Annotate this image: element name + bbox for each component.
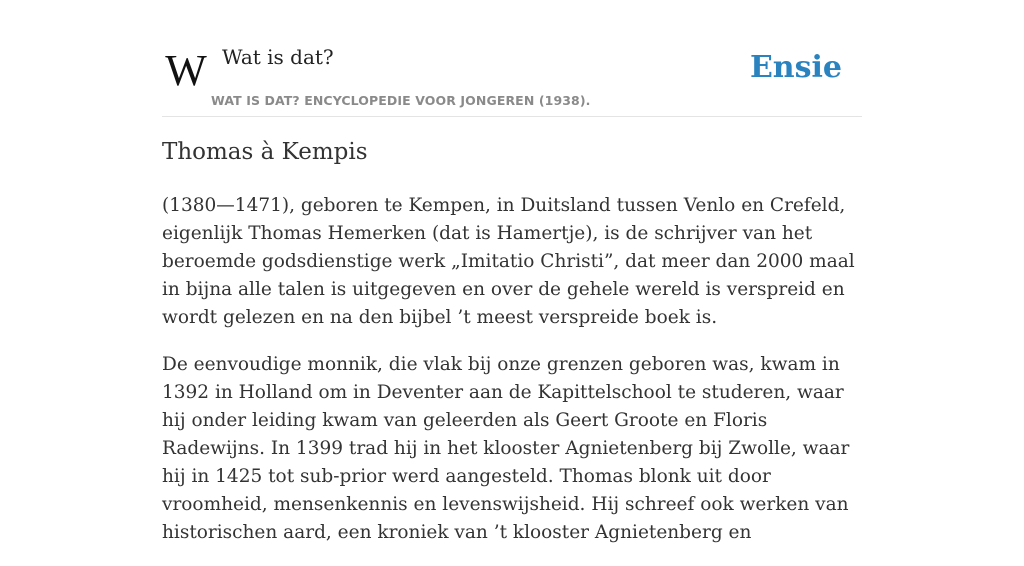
article-title: Thomas à Kempis bbox=[162, 139, 368, 165]
book-subtitle: WAT IS DAT? ENCYCLOPEDIE VOOR JONGEREN (1938). bbox=[211, 93, 591, 108]
book-title[interactable]: Wat is dat? bbox=[222, 45, 334, 69]
paragraph: (1380—1471), geboren te Kempen, in Duitsland tussen Venlo en Crefeld, eigenlijk Thomas Hemerken (dat is Hamertje), is de schrijver van het beroemde godsdienstige werk „Imitatio Christi”, dat meer dan 2000 maal in bijna alle talen is uitgegeven en over de gehele wereld is verspreid en wordt gelezen en na den bijbel ’t meest verspreide boek is. bbox=[162, 195, 855, 328]
svg-text:W: W bbox=[165, 46, 207, 95]
wikipedia-w-icon[interactable] bbox=[164, 46, 208, 95]
paragraph: De eenvoudige monnik, die vlak bij onze grenzen geboren was, kwam in 1392 in Holland om in Deventer aan de Kapittelschool te studeren, waar hij onder leiding kwam van geleerden als Geert Groote en Floris Radewijns. In 1399 trad hij in het klooster Agnietenberg bij Zwolle, waar hij in 1425 tot sub-prior werd aangesteld. Thomas blonk uit door vroomheid, mensenkennis en levenswijsheid. Hij schreef ook werken van historischen aard, een kroniek van ’t klooster Agnietenberg en bbox=[162, 354, 850, 543]
header bbox=[162, 36, 862, 117]
brand-link[interactable]: Ensie bbox=[749, 50, 842, 85]
article-body bbox=[162, 192, 862, 566]
